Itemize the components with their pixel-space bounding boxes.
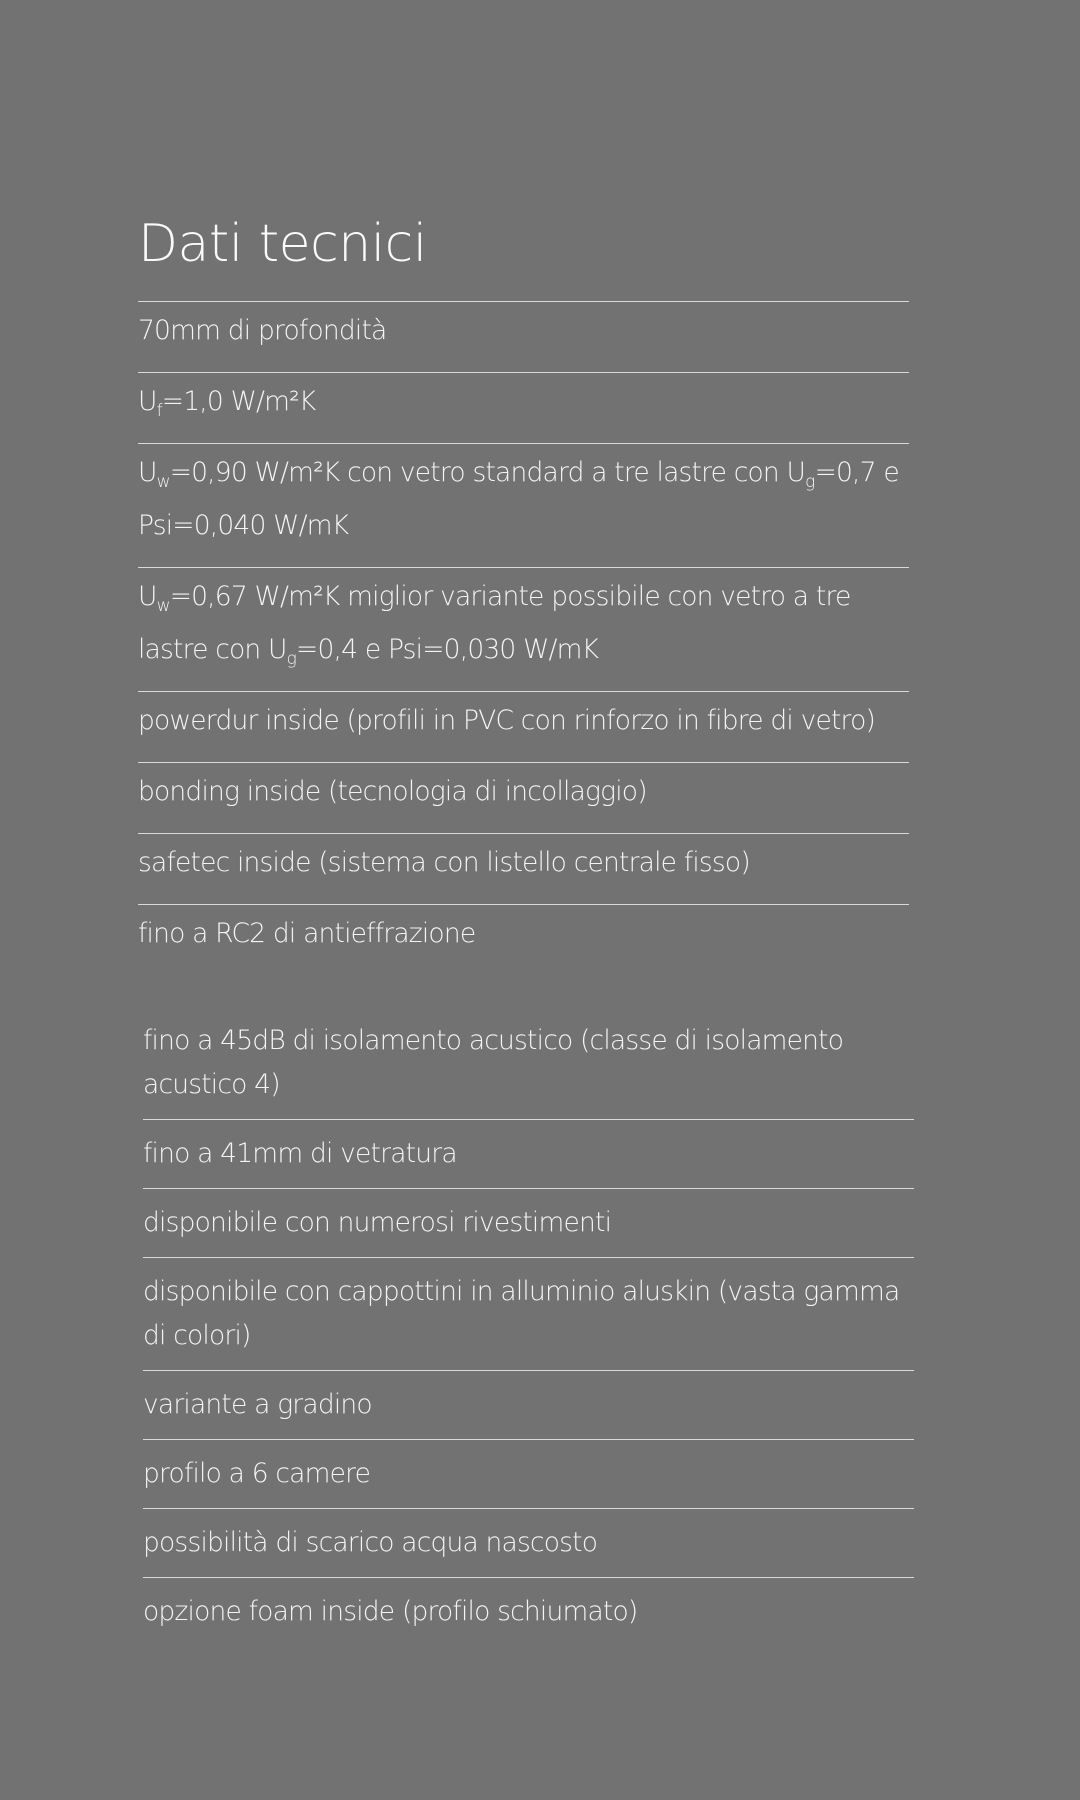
feature-item-aluskin: disponibile con cappottini in alluminio aluskin (vasta gamma di colori) <box>143 1257 914 1370</box>
tech-data-section <box>138 205 909 975</box>
spec-item-uw-best: $U_w=0,67$ W/m²K miglior variante possibile con vetro a tre lastre con $U_g=0,4$ e Psi=0,030 W/mK <box>138 567 909 691</box>
section-title: Dati tecnici <box>138 214 427 274</box>
feature-item-step-variant: variante a gradino <box>143 1370 914 1439</box>
feature-item-hidden-drainage: possibilità di scarico acqua nascosto <box>143 1508 914 1577</box>
feature-item-foam: opzione foam inside (profilo schiumato) <box>143 1577 914 1646</box>
features-section <box>143 1019 914 1646</box>
feature-list <box>143 1019 914 1646</box>
spec-item-uw-standard: $U_w=0,90$ W/m²K con vetro standard a tre lastre con $U_g=0,7$ e Psi=0,040 W/mK <box>138 443 909 567</box>
spec-item-safetec: safetec inside (sistema con listello centrale fisso) <box>138 833 909 904</box>
spec-item-uf: $U_f=1,0$ W/m²K <box>138 372 909 443</box>
feature-item-chambers: profilo a 6 camere <box>143 1439 914 1508</box>
spec-list <box>138 301 909 975</box>
feature-item-glazing: fino a 41mm di vetratura <box>143 1119 914 1188</box>
spec-item-depth: 70mm di profondità <box>138 301 909 372</box>
spec-item-powerdur: powerdur inside (profili in PVC con rinforzo in fibre di vetro) <box>138 691 909 762</box>
feature-item-acoustic: fino a 45dB di isolamento acustico (classe di isolamento acustico 4) <box>143 1025 844 1100</box>
spec-item-bonding: bonding inside (tecnologia di incollaggio) <box>138 762 909 833</box>
spec-item-rc2: fino a RC2 di antieffrazione <box>138 904 909 975</box>
feature-item-coatings: disponibile con numerosi rivestimenti <box>143 1188 914 1257</box>
